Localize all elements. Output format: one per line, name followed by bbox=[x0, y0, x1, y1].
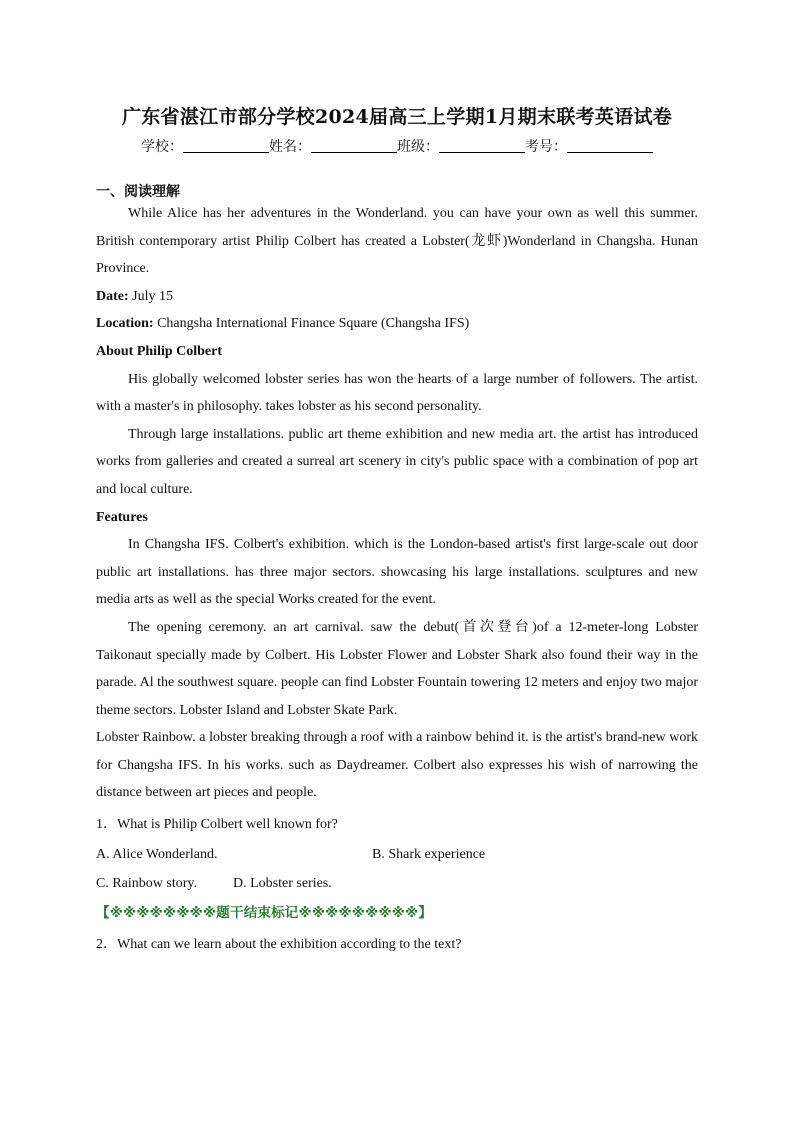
option-c[interactable]: C. Rainbow story. bbox=[96, 876, 197, 892]
date-label: Date: bbox=[96, 288, 129, 304]
question-end-marker: 【※※※※※※※※题干结束标记※※※※※※※※※】 bbox=[96, 904, 433, 921]
features-paragraph-1: In Changsha IFS. Colbert's exhibition. which is the London-based artist's first large-scale out door public art installations. has three major sectors. showcasing his large installations. sculptures and new media arts as well as the special Works created for the event. bbox=[96, 537, 698, 608]
school-label: 学校： bbox=[141, 139, 183, 155]
location-line bbox=[96, 310, 698, 338]
features-paragraph-3: Lobster Rainbow. a lobster breaking through a roof with a rainbow behind it. is the artist's brand-new work for Changsha IFS. In his works. such as Daydreamer. Colbert also expresses his wish of narrowing the distance between art pieces and people. bbox=[96, 730, 698, 801]
location-value: Changsha International Finance Square (Changsha IFS) bbox=[153, 316, 470, 332]
number-blank[interactable] bbox=[567, 138, 653, 153]
question-1-options-row-1 bbox=[96, 841, 698, 869]
features-heading: Features bbox=[96, 509, 148, 525]
date-value: July 15 bbox=[128, 288, 173, 304]
class-label: 班级： bbox=[397, 139, 439, 155]
question-1-options-row-2 bbox=[96, 870, 698, 898]
date-line bbox=[96, 283, 698, 311]
exam-title: 广东省湛江市部分学校2024届高三上学期1月期末联考英语试卷 bbox=[121, 106, 673, 128]
question-1-stem: 1．What is Philip Colbert well known for? bbox=[96, 817, 338, 833]
name-label: 姓名： bbox=[269, 139, 311, 155]
features-paragraph-2: The opening ceremony. an art carnival. saw the debut(首次登台)of a 12-meter-long Lobster Taikonaut specially made by Colbert. His Lobster Flower and Lobster Shark also found their way in the parade. Al the southwest square. people can find Lobster Fountain towering 12 meters and enjoy two major theme sectors. Lobster Island and Lobster Skate Park. bbox=[96, 619, 698, 718]
school-blank[interactable] bbox=[183, 138, 269, 153]
about-paragraph-1: His globally welcomed lobster series has won the hearts of a large number of followers. The artist. with a master's in philosophy. takes lobster as his second personality. bbox=[96, 371, 698, 415]
name-blank[interactable] bbox=[311, 138, 397, 153]
about-paragraph-2: Through large installations. public art theme exhibition and new media art. the artist has introduced works from galleries and created a surreal art scenery in city's public space with a combination of pop art and local culture. bbox=[96, 426, 698, 497]
option-a[interactable]: A. Alice Wonderland. bbox=[96, 846, 218, 862]
question-2-stem: 2．What can we learn about the exhibition according to the text? bbox=[96, 937, 462, 953]
number-label: 考号： bbox=[525, 139, 567, 155]
location-label: Location: bbox=[96, 316, 154, 332]
class-blank[interactable] bbox=[439, 138, 525, 153]
about-heading: About Philip Colbert bbox=[96, 343, 223, 359]
intro-paragraph: While Alice has her adventures in the Wonderland. you can have your own as well this summer. British contemporary artist Philip Colbert has created a Lobster(龙虾)Wonderland in Changsha. Hunan Province. bbox=[96, 206, 698, 277]
student-info-line bbox=[0, 136, 794, 156]
option-b[interactable]: B. Shark experience bbox=[372, 846, 486, 862]
section-heading: 一、阅读理解 bbox=[96, 184, 180, 200]
reading-passage bbox=[96, 200, 698, 959]
option-d[interactable]: D. Lobster series. bbox=[233, 876, 332, 892]
